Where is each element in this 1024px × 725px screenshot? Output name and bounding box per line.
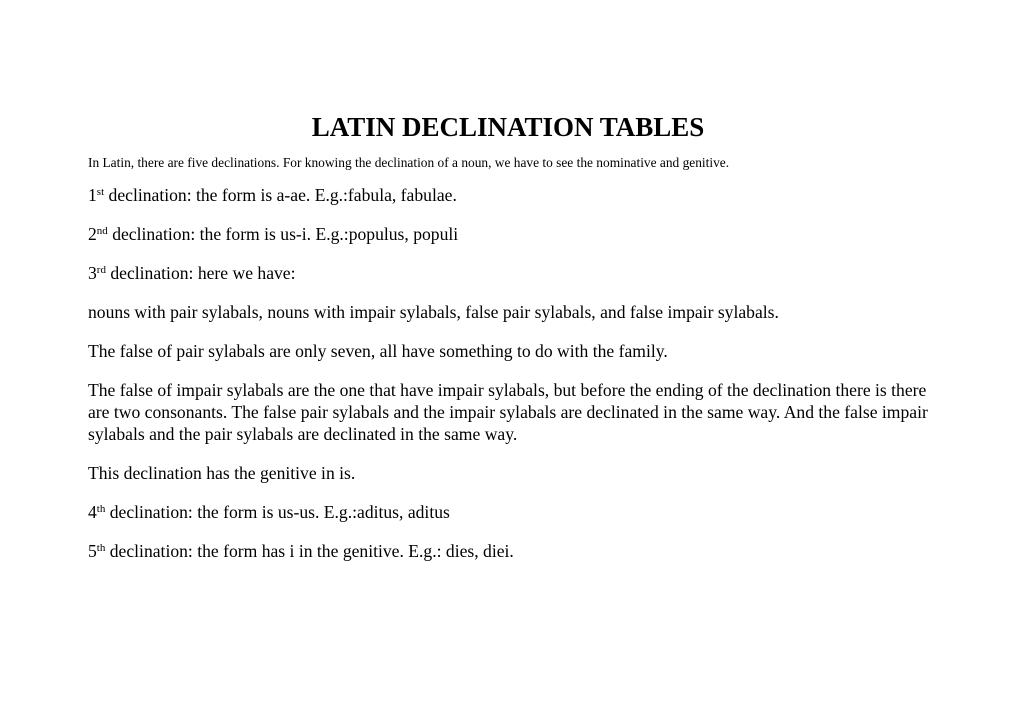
ordinal-number: 1	[88, 185, 97, 205]
ordinal-number: 4	[88, 502, 97, 522]
declination-text: declination: the form is us-i. E.g.:populus, populi	[107, 224, 459, 244]
ordinal-suffix: nd	[96, 225, 108, 237]
ordinal-suffix: rd	[96, 264, 106, 276]
ordinal-number: 3	[88, 263, 97, 283]
ordinal-number: 5	[88, 541, 97, 561]
ordinal-suffix: st	[96, 186, 105, 198]
intro-paragraph: In Latin, there are five declinations. For knowing the declination of a noun, we have to see the nominative and genitive.	[88, 155, 730, 170]
false-pair-paragraph: The false of pair sylabals are only seven, all have something to do with the family.	[88, 341, 668, 361]
ordinal-number: 2	[88, 224, 97, 244]
third-declination-kinds: nouns with pair sylabals, nouns with impair sylabals, false pair sylabals, and false impair sylabals.	[88, 302, 779, 322]
declination-text: declination: the form is us-us. E.g.:aditus, aditus	[105, 502, 450, 522]
ordinal-suffix: th	[96, 542, 106, 554]
third-declination	[88, 262, 928, 284]
ordinal-suffix: th	[96, 503, 106, 515]
fourth-declination	[88, 501, 928, 523]
declination-text: declination: the form is a-ae. E.g.:fabula, fabulae.	[104, 185, 457, 205]
document-title: LATIN DECLINATION TABLES	[311, 112, 705, 142]
first-declination	[88, 184, 928, 206]
document-page	[88, 110, 928, 579]
fifth-declination	[88, 540, 928, 562]
false-impair-paragraph: The false of impair sylabals are the one that have impair sylabals, but before the ending of the declination there is there are two consonants. The false pair sylabals and the impair sylabals are declinated in the same way. And the false impair sylabals and the pair sylabals are declinated in the same way.	[88, 380, 928, 444]
second-declination	[88, 223, 928, 245]
declination-text: declination: the form has i in the genitive. E.g.: dies, diei.	[105, 541, 514, 561]
declination-text: declination: here we have:	[105, 263, 296, 283]
genitive-note: This declination has the genitive in is.	[88, 463, 356, 483]
